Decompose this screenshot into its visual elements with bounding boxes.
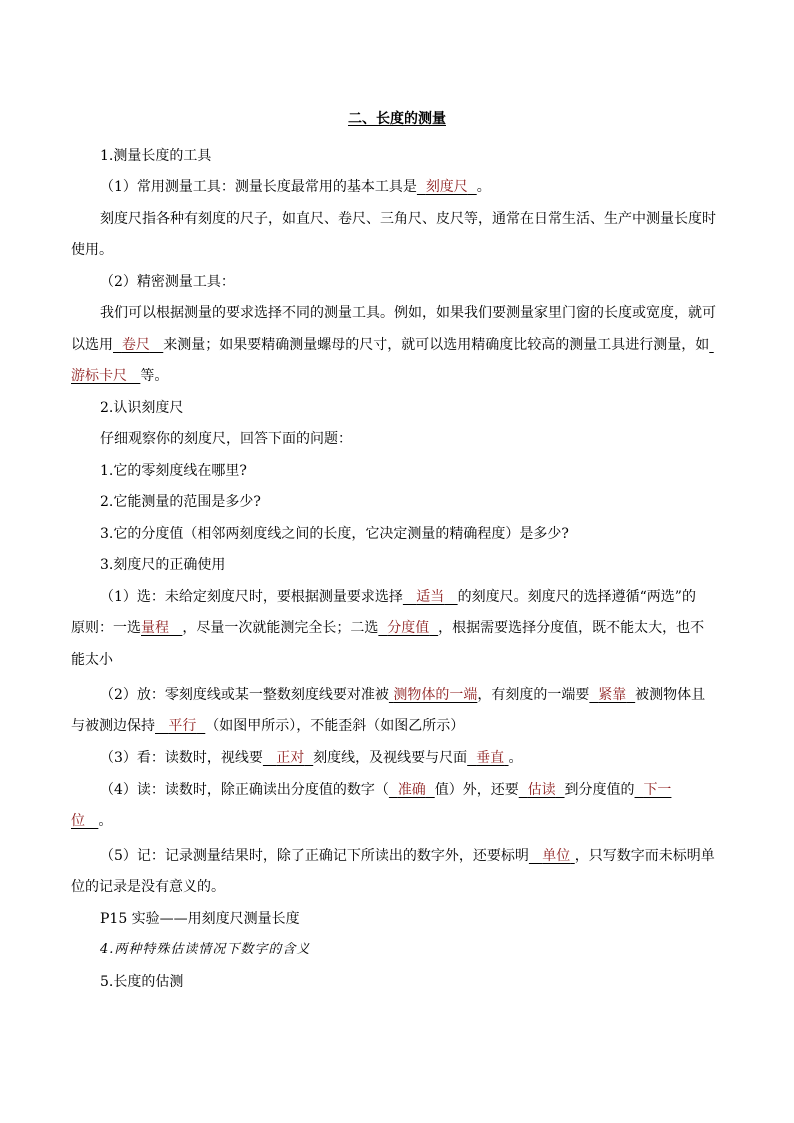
paragraph-precise-tools-line3: 游标卡尺 等。 [71,368,169,384]
answer-blank: 下一 [643,782,672,798]
answer-blank: 垂直 [476,750,505,766]
step-select-line1: （1）选：未给定刻度尺时，要根据测量要求选择 适当 的刻度尺。刻度尺的选择遵循“两选”的 [100,589,696,605]
section-3-heading: 3.刻度尺的正确使用 [100,557,226,573]
paragraph-precise-tools-heading: （2）精密测量工具： [100,274,235,290]
step-look: （3）看：读数时，视线要 正对 刻度线，及视线要与尺面 垂直 。 [100,750,523,766]
answer-blank: 平行 [168,718,197,734]
section-2-intro: 仔细观察你的刻度尺，回答下面的问题： [100,431,352,447]
answer-blank: 测物体的一端 [393,687,478,703]
answer-blank: 刻度尺 [425,179,468,195]
answer-blank: 准确 [397,782,426,798]
step-read-line1: （4）读：读数时，除正确读出分度值的数字（ 准确 值）外，还要 估读 到分度值的 下一 [100,782,672,798]
answer-blank: 卷尺 [121,337,150,353]
answer-blank: 单位 [542,848,571,864]
paragraph-ruler-types-line1: 刻度尺指各种有刻度的尺子，如直尺、卷尺、三角尺、皮尺等，通常在日常生活、生产中测量长度时 [100,211,716,227]
step-read-line2: 位 。 [71,813,113,829]
step-place-line2: 与被测边保持 平行 （如图甲所示），不能歪斜（如图乙所示） [71,718,465,734]
section-2-heading: 2.认识刻度尺 [100,400,184,416]
paragraph-precise-tools-line1: 我们可以根据测量的要求选择不同的测量工具。例如，如果我们要测量家里门窗的长度或宽度，就可 [100,305,716,321]
answer-blank: 量程 [141,620,169,636]
paragraph-common-tools: （1）常用测量工具：测量长度最常用的基本工具是 刻度尺 。 [100,179,491,195]
section-4-heading: 4.两种特殊估读情况下数字的含义 [100,942,311,957]
page-title: 二、长度的测量 [348,111,446,127]
question-1: 1.它的零刻度线在哪里? [100,463,247,479]
step-place-line1: （2）放：零刻度线或某一整数刻度线要对准被 测物体的一端，有刻度的一端要 紧靠 被测物体且 [100,687,706,703]
step-record-line2: 位的记录是没有意义的。 [71,879,225,895]
section-5-heading: 5.长度的估测 [100,974,184,990]
answer-blank: 正对 [276,750,305,766]
step-select-line3: 能太小 [71,652,113,668]
question-2: 2.它能测量的范围是多少? [100,494,261,510]
paragraph-precise-tools-line2: 以选用 卷尺 来测量；如果要精确测量螺母的尺寸，就可以选用精确度比较高的测量工具进行测量，如 [71,337,710,353]
answer-blank: 分度值 [387,620,430,636]
experiment-p15: P15 实验——用刻度尺测量长度 [100,911,300,927]
step-select-line2: 原则：一选量程 ，尽量一次就能测完全长；二选 分度值 ，根据需要选择分度值，既不能太大，也不 [71,620,705,636]
step-record-line1: （5）记：记录测量结果时，除了正确记下所读出的数字外，还要标明 单位 ，只写数字而未标明单 [100,848,715,864]
answer-blank: 游标卡尺 [71,368,127,384]
question-3: 3.它的分度值（相邻两刻度线之间的长度，它决定测量的精确程度）是多少? [100,526,569,542]
answer-blank: 位 [71,813,85,829]
answer-blank: 估读 [527,782,556,798]
paragraph-ruler-types-line2: 使用。 [71,242,113,258]
section-1-heading: 1.测量长度的工具 [100,148,212,164]
answer-blank: 适当 [416,589,445,605]
answer-blank: 紧靠 [598,687,627,703]
